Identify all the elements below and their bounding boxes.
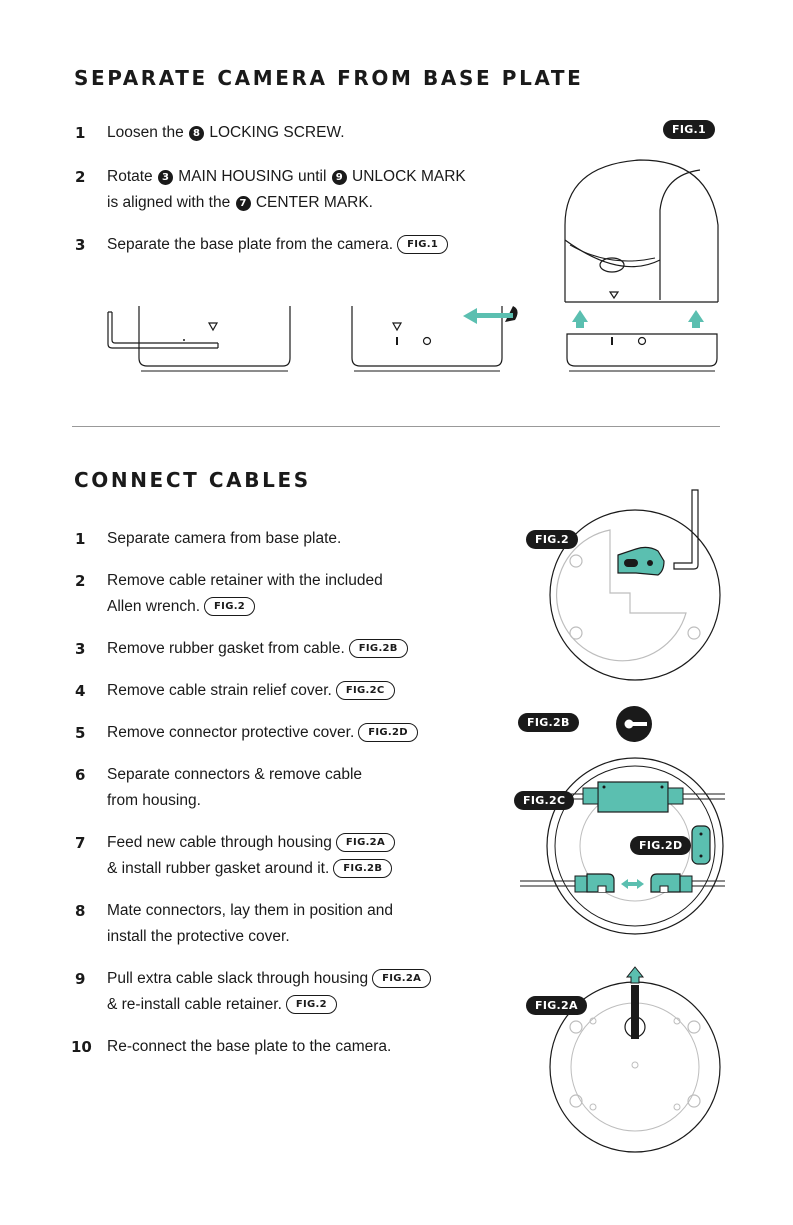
step-number: 3 bbox=[75, 640, 86, 658]
base-locking-screw-illustration bbox=[100, 300, 300, 375]
fig2b-label: FIG.2B bbox=[518, 713, 579, 732]
fig-reference[interactable]: FIG.2 bbox=[286, 995, 337, 1014]
step-text: Rotate bbox=[107, 168, 157, 185]
section-title-separate: SEPARATE CAMERA FROM BASE PLATE bbox=[74, 66, 584, 90]
step-number: 2 bbox=[75, 168, 86, 186]
step-number: 2 bbox=[75, 572, 86, 590]
step-text: is aligned with the bbox=[107, 194, 235, 211]
step-2-6 bbox=[75, 762, 363, 814]
step-text: Remove connector protective cover. bbox=[107, 724, 355, 741]
step-2-2 bbox=[75, 568, 383, 620]
fig2d-label: FIG.2D bbox=[630, 836, 691, 855]
part-badge: 8 bbox=[189, 126, 204, 141]
step-1-2 bbox=[75, 164, 466, 216]
part-badge: 9 bbox=[332, 170, 347, 185]
step-text: Remove rubber gasket from cable. bbox=[107, 640, 345, 657]
fig-reference[interactable]: FIG.2 bbox=[204, 597, 255, 616]
fig1-label: FIG.1 bbox=[663, 120, 715, 139]
step-number: 9 bbox=[75, 970, 86, 988]
step-1-1 bbox=[75, 120, 345, 146]
base-rotate-illustration bbox=[345, 300, 525, 375]
step-text: Separate the base plate from the camera. bbox=[107, 236, 394, 253]
step-number: 10 bbox=[71, 1038, 92, 1056]
step-number: 1 bbox=[75, 124, 86, 142]
step-2-3 bbox=[75, 636, 408, 662]
camera-separate-illustration bbox=[560, 140, 730, 380]
step-text: Feed new cable through housing bbox=[107, 834, 332, 851]
fig-reference[interactable]: FIG.2A bbox=[336, 833, 395, 852]
step-number: 7 bbox=[75, 834, 86, 852]
step-text: install the protective cover. bbox=[107, 928, 290, 945]
step-2-1 bbox=[75, 526, 342, 552]
step-text: Remove cable strain relief cover. bbox=[107, 682, 332, 699]
step-number: 4 bbox=[75, 682, 86, 700]
step-number: 1 bbox=[75, 530, 86, 548]
step-text: LOCKING SCREW. bbox=[205, 124, 345, 141]
fig2a-label: FIG.2A bbox=[526, 996, 587, 1015]
fig-reference[interactable]: FIG.2C bbox=[336, 681, 395, 700]
rubber-gasket-icon bbox=[615, 705, 655, 745]
fig-reference[interactable]: FIG.2D bbox=[358, 723, 418, 742]
fig-reference[interactable]: FIG.2B bbox=[349, 639, 408, 658]
step-text: MAIN HOUSING until bbox=[173, 168, 331, 185]
part-badge: 7 bbox=[236, 196, 251, 211]
fig-reference[interactable]: FIG.2A bbox=[372, 969, 431, 988]
step-text: Remove cable retainer with the included bbox=[107, 572, 383, 589]
step-2-10 bbox=[71, 1034, 392, 1060]
step-text: & install rubber gasket around it. bbox=[107, 860, 330, 877]
step-2-9 bbox=[75, 966, 431, 1018]
step-2-7 bbox=[75, 830, 395, 882]
step-text: Separate connectors & remove cable bbox=[107, 766, 363, 783]
fig2a-housing-illustration bbox=[540, 965, 740, 1165]
step-number: 3 bbox=[75, 236, 86, 254]
section-divider bbox=[72, 426, 720, 427]
part-badge: 3 bbox=[158, 170, 173, 185]
step-1-3 bbox=[75, 232, 448, 258]
step-text: Loosen the bbox=[107, 124, 189, 141]
fig2-label: FIG.2 bbox=[526, 530, 578, 549]
step-text: UNLOCK MARK bbox=[347, 168, 466, 185]
fig-reference[interactable]: FIG.1 bbox=[397, 235, 448, 254]
section-title-connect: CONNECT CABLES bbox=[74, 468, 311, 492]
step-2-5 bbox=[75, 720, 418, 746]
step-text: Pull extra cable slack through housing bbox=[107, 970, 369, 987]
step-text: Allen wrench. bbox=[107, 598, 201, 615]
step-text: & re-install cable retainer. bbox=[107, 996, 282, 1013]
step-text: Separate camera from base plate. bbox=[107, 530, 342, 547]
step-2-8 bbox=[75, 898, 394, 950]
fig2c-label: FIG.2C bbox=[514, 791, 574, 810]
step-number: 8 bbox=[75, 902, 86, 920]
step-text: CENTER MARK. bbox=[251, 194, 373, 211]
step-text: Re-connect the base plate to the camera. bbox=[107, 1038, 392, 1055]
step-number: 5 bbox=[75, 724, 86, 742]
fig2c-connector-illustration bbox=[520, 760, 730, 940]
step-text: Mate connectors, lay them in position and bbox=[107, 902, 394, 919]
step-number: 6 bbox=[75, 766, 86, 784]
step-2-4 bbox=[75, 678, 395, 704]
fig2-cable-retainer-illustration bbox=[540, 485, 740, 685]
fig-reference[interactable]: FIG.2B bbox=[333, 859, 392, 878]
step-text: from housing. bbox=[107, 792, 201, 809]
